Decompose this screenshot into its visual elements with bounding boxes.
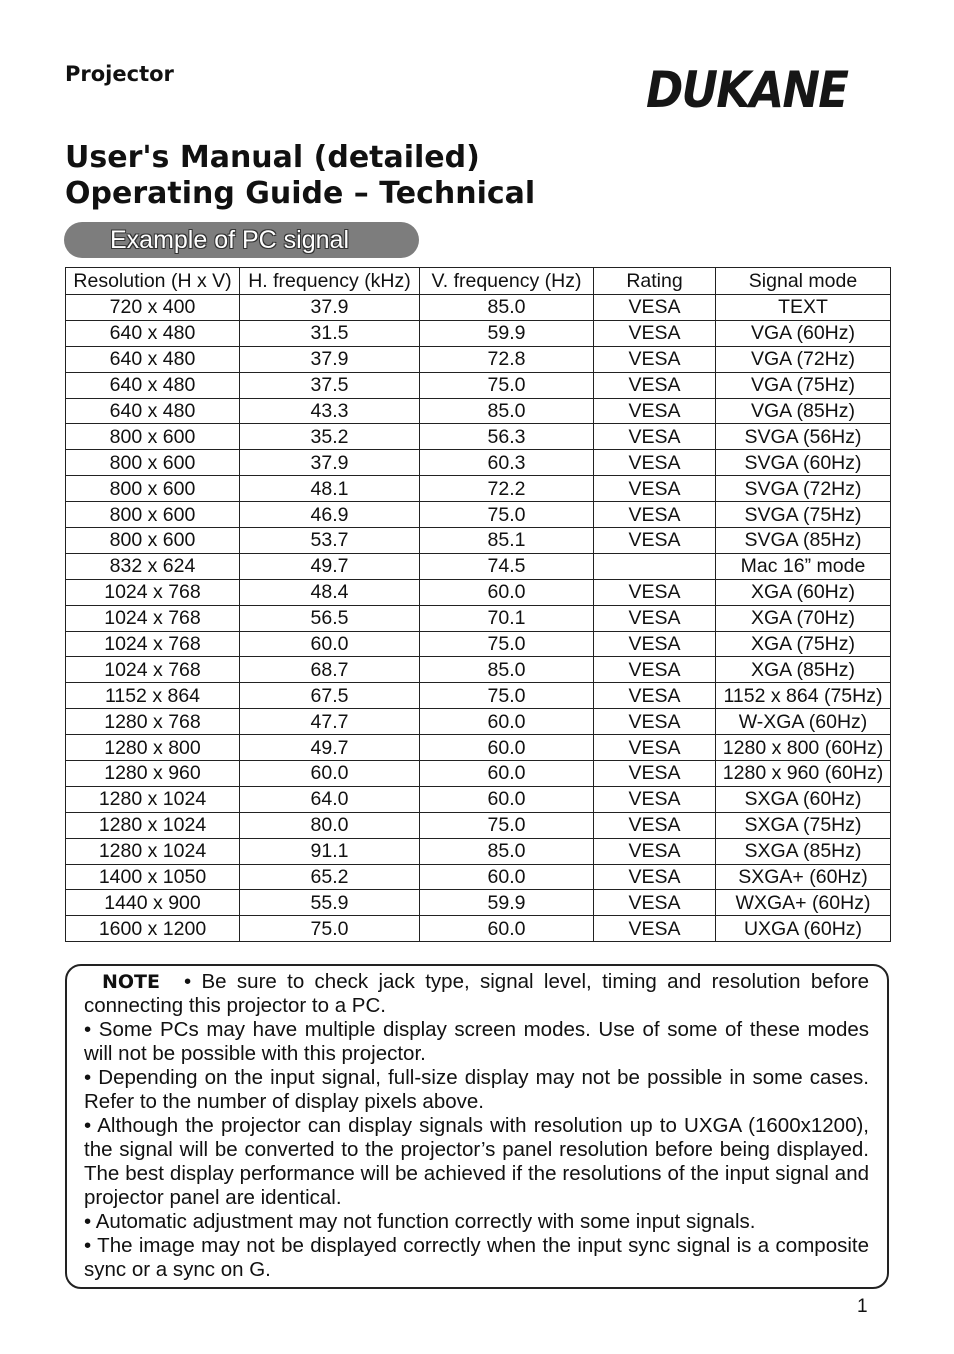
- table-cell: 640 x 480: [66, 372, 240, 398]
- table-cell: 1024 x 768: [66, 657, 240, 683]
- table-cell: 60.0: [240, 761, 420, 787]
- table-cell: 800 x 600: [66, 424, 240, 450]
- table-cell: 37.9: [240, 295, 420, 321]
- table-cell: SVGA (60Hz): [716, 450, 891, 476]
- table-cell: 832 x 624: [66, 553, 240, 579]
- table-row: [66, 683, 891, 709]
- table-cell: 75.0: [420, 502, 594, 528]
- table-cell: SXGA+ (60Hz): [716, 864, 891, 890]
- table-cell: VESA: [594, 579, 716, 605]
- table-cell: 1024 x 768: [66, 605, 240, 631]
- table-cell: 640 x 480: [66, 398, 240, 424]
- table-cell: 48.1: [240, 476, 420, 502]
- table-row: [66, 657, 891, 683]
- table-row: [66, 838, 891, 864]
- table-cell: 1400 x 1050: [66, 864, 240, 890]
- table-cell: 48.4: [240, 579, 420, 605]
- table-cell: 65.2: [240, 864, 420, 890]
- pc-signal-table: [65, 267, 891, 942]
- table-row: [66, 864, 891, 890]
- note-item: • Although the projector can display signals with resolution up to UXGA (1600x1200), the signal will be converted to the projector’s panel resolution before being displayed. The best display performance will be achieved if the resolutions of the input signal and projector panel are identical.: [84, 1114, 869, 1209]
- table-cell: VESA: [594, 838, 716, 864]
- table-cell: 640 x 480: [66, 346, 240, 372]
- table-cell: 85.0: [420, 838, 594, 864]
- table-cell: XGA (75Hz): [716, 631, 891, 657]
- table-row: [66, 812, 891, 838]
- table-cell: VGA (60Hz): [716, 320, 891, 346]
- table-cell: VESA: [594, 605, 716, 631]
- table-cell: 85.0: [420, 657, 594, 683]
- table-cell: 1600 x 1200: [66, 916, 240, 942]
- note-text: • Be sure to check jack type, signal level, timing and resolution before connecting this projector to a PC.: [84, 970, 869, 1017]
- column-header: Resolution (H x V): [66, 268, 240, 295]
- table-row: [66, 761, 891, 787]
- table-cell: Mac 16” mode: [716, 553, 891, 579]
- table-row: [66, 890, 891, 916]
- table-cell: VESA: [594, 812, 716, 838]
- note-item: • Automatic adjustment may not function correctly with some input signals.: [84, 1210, 756, 1233]
- table-cell: 640 x 480: [66, 320, 240, 346]
- table-cell: VESA: [594, 683, 716, 709]
- title-line-2: Operating Guide – Technical: [65, 176, 536, 211]
- table-row: [66, 605, 891, 631]
- table-cell: SVGA (56Hz): [716, 424, 891, 450]
- table-cell: VESA: [594, 502, 716, 528]
- table-cell: 75.0: [420, 631, 594, 657]
- table-cell: 1280 x 960 (60Hz): [716, 761, 891, 787]
- table-cell: 67.5: [240, 683, 420, 709]
- table-cell: VESA: [594, 476, 716, 502]
- table-cell: VESA: [594, 450, 716, 476]
- table-row: [66, 528, 891, 554]
- table-cell: 46.9: [240, 502, 420, 528]
- table-cell: XGA (70Hz): [716, 605, 891, 631]
- table-cell: 1152 x 864 (75Hz): [716, 683, 891, 709]
- title-line-1: User's Manual (detailed): [65, 140, 480, 175]
- table-cell: 1280 x 1024: [66, 786, 240, 812]
- table-row: [66, 786, 891, 812]
- document-label: Projector: [65, 62, 174, 86]
- table-cell: 85.0: [420, 398, 594, 424]
- table-cell: 56.5: [240, 605, 420, 631]
- table-cell: 1280 x 768: [66, 709, 240, 735]
- table-cell: 72.2: [420, 476, 594, 502]
- page-number: 1: [857, 1296, 868, 1317]
- table-body: [66, 295, 891, 942]
- table-cell: VESA: [594, 372, 716, 398]
- table-cell: 49.7: [240, 735, 420, 761]
- column-header: H. frequency (kHz): [240, 268, 420, 295]
- note-label: NOTE: [102, 971, 160, 993]
- table-cell: 47.7: [240, 709, 420, 735]
- table-cell: 1280 x 1024: [66, 838, 240, 864]
- table-cell: 31.5: [240, 320, 420, 346]
- table-cell: 1024 x 768: [66, 579, 240, 605]
- table-cell: 85.0: [420, 295, 594, 321]
- table-row: [66, 553, 891, 579]
- table-cell: 37.9: [240, 346, 420, 372]
- table-cell: SXGA (85Hz): [716, 838, 891, 864]
- table-cell: VGA (75Hz): [716, 372, 891, 398]
- table-cell: 60.0: [420, 579, 594, 605]
- table-cell: 1024 x 768: [66, 631, 240, 657]
- table-cell: VESA: [594, 890, 716, 916]
- table-cell: VESA: [594, 631, 716, 657]
- table-cell: VESA: [594, 864, 716, 890]
- table-cell: 70.1: [420, 605, 594, 631]
- table-cell: 75.0: [240, 916, 420, 942]
- table-cell: VESA: [594, 346, 716, 372]
- table-row: [66, 476, 891, 502]
- table-cell: VESA: [594, 320, 716, 346]
- table-cell: 1440 x 900: [66, 890, 240, 916]
- table-row: [66, 424, 891, 450]
- note-box: [65, 964, 889, 1289]
- table-cell: SXGA (75Hz): [716, 812, 891, 838]
- note-item: [84, 970, 869, 1018]
- table-cell: 68.7: [240, 657, 420, 683]
- table-cell: 37.5: [240, 372, 420, 398]
- table-row: [66, 709, 891, 735]
- table-cell: 60.3: [420, 450, 594, 476]
- table-cell: 60.0: [420, 786, 594, 812]
- table-cell: 35.2: [240, 424, 420, 450]
- table-cell: 720 x 400: [66, 295, 240, 321]
- table-cell: VGA (85Hz): [716, 398, 891, 424]
- table-cell: VESA: [594, 295, 716, 321]
- table-cell: 72.8: [420, 346, 594, 372]
- table-row: [66, 450, 891, 476]
- table-cell: 59.9: [420, 320, 594, 346]
- table-cell: [594, 553, 716, 579]
- table-cell: 800 x 600: [66, 476, 240, 502]
- table-cell: VESA: [594, 424, 716, 450]
- table-cell: VESA: [594, 398, 716, 424]
- table-cell: 85.1: [420, 528, 594, 554]
- table-cell: SVGA (72Hz): [716, 476, 891, 502]
- table-cell: 75.0: [420, 683, 594, 709]
- table-cell: W-XGA (60Hz): [716, 709, 891, 735]
- table-cell: VESA: [594, 761, 716, 787]
- table-row: [66, 320, 891, 346]
- table-cell: WXGA+ (60Hz): [716, 890, 891, 916]
- table-cell: 800 x 600: [66, 502, 240, 528]
- table-cell: 60.0: [420, 709, 594, 735]
- table-cell: XGA (85Hz): [716, 657, 891, 683]
- table-row: [66, 346, 891, 372]
- table-cell: 60.0: [420, 735, 594, 761]
- table-row: [66, 502, 891, 528]
- table-cell: 59.9: [420, 890, 594, 916]
- table-cell: 1280 x 800: [66, 735, 240, 761]
- table-cell: 75.0: [420, 372, 594, 398]
- table-cell: 800 x 600: [66, 528, 240, 554]
- table-row: [66, 631, 891, 657]
- table-row: [66, 398, 891, 424]
- table-cell: 60.0: [420, 761, 594, 787]
- table-cell: 60.0: [420, 916, 594, 942]
- brand-logo: DUKANE: [646, 61, 848, 119]
- table-cell: 37.9: [240, 450, 420, 476]
- table-cell: 91.1: [240, 838, 420, 864]
- table-cell: 60.0: [420, 864, 594, 890]
- table-cell: TEXT: [716, 295, 891, 321]
- note-item: • Some PCs may have multiple display screen modes. Use of some of these modes will not be possible with this projector.: [84, 1018, 869, 1065]
- table-cell: 75.0: [420, 812, 594, 838]
- table-cell: XGA (60Hz): [716, 579, 891, 605]
- table-cell: VESA: [594, 786, 716, 812]
- note-item: • The image may not be displayed correctly when the input sync signal is a composite sync or a sync on G.: [84, 1234, 869, 1281]
- table-cell: 74.5: [420, 553, 594, 579]
- table-cell: 55.9: [240, 890, 420, 916]
- page-title: [65, 140, 535, 212]
- table-cell: SXGA (60Hz): [716, 786, 891, 812]
- table-row: [66, 295, 891, 321]
- section-heading: Example of PC signal: [64, 222, 419, 258]
- table-cell: VESA: [594, 528, 716, 554]
- table-cell: VESA: [594, 709, 716, 735]
- table-cell: UXGA (60Hz): [716, 916, 891, 942]
- column-header: Rating: [594, 268, 716, 295]
- table-cell: 1280 x 1024: [66, 812, 240, 838]
- table-cell: VESA: [594, 657, 716, 683]
- table-cell: SVGA (75Hz): [716, 502, 891, 528]
- table-cell: 1280 x 800 (60Hz): [716, 735, 891, 761]
- note-item: • Depending on the input signal, full-size display may not be possible in some cases. Refer to the number of display pixels above.: [84, 1066, 869, 1113]
- table-cell: 800 x 600: [66, 450, 240, 476]
- table-row: [66, 579, 891, 605]
- table-cell: VESA: [594, 916, 716, 942]
- table-cell: VGA (72Hz): [716, 346, 891, 372]
- table-row: [66, 735, 891, 761]
- column-header: V. frequency (Hz): [420, 268, 594, 295]
- table-row: [66, 916, 891, 942]
- table-cell: 80.0: [240, 812, 420, 838]
- table-cell: 1280 x 960: [66, 761, 240, 787]
- table-cell: 60.0: [240, 631, 420, 657]
- table-cell: 53.7: [240, 528, 420, 554]
- table-cell: SVGA (85Hz): [716, 528, 891, 554]
- table-cell: 1152 x 864: [66, 683, 240, 709]
- table-cell: 64.0: [240, 786, 420, 812]
- table-cell: VESA: [594, 735, 716, 761]
- table-cell: 43.3: [240, 398, 420, 424]
- table-cell: 56.3: [420, 424, 594, 450]
- table-row: [66, 372, 891, 398]
- table-cell: 49.7: [240, 553, 420, 579]
- table-header-row: [66, 268, 891, 295]
- column-header: Signal mode: [716, 268, 891, 295]
